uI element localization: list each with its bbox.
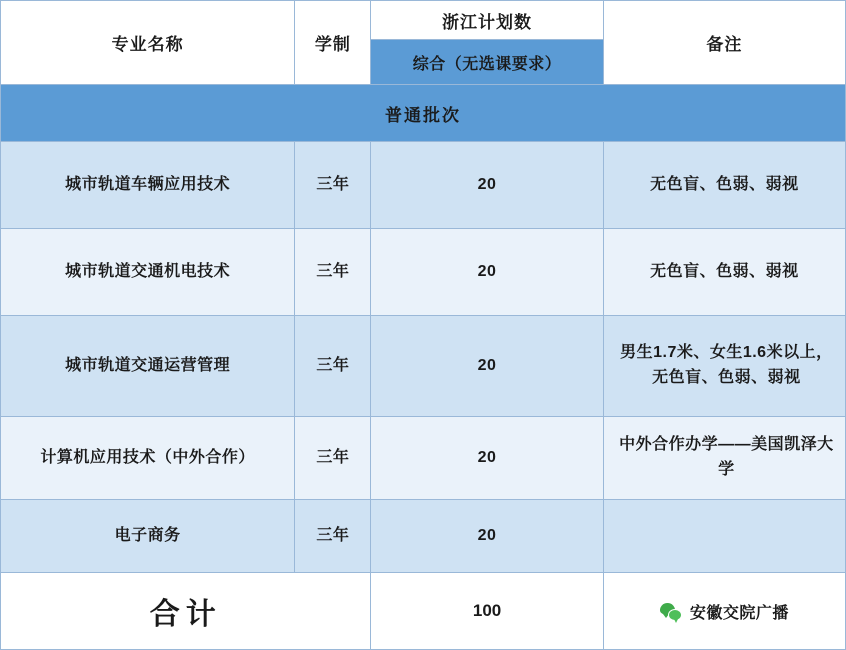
note-value: 无色盲、色弱、弱视 — [603, 142, 845, 229]
plan-count-value: 20 — [371, 229, 603, 316]
duration-value: 三年 — [295, 500, 371, 573]
wechat-account-name: 安徽交院广播 — [689, 604, 789, 622]
wechat-icon — [660, 602, 682, 621]
plan-count-value: 20 — [371, 500, 603, 573]
total-plan-count: 100 — [371, 573, 603, 650]
header-note: 备注 — [603, 1, 845, 85]
table-header-row — [1, 1, 846, 40]
duration-value: 三年 — [295, 142, 371, 229]
note-value: 中外合作办学——美国凯泽大学 — [603, 417, 845, 500]
duration-value: 三年 — [295, 417, 371, 500]
batch-label: 普通批次 — [1, 85, 846, 142]
note-value: 无色盲、色弱、弱视 — [603, 229, 845, 316]
table-row — [1, 417, 846, 500]
plan-count-value: 20 — [371, 417, 603, 500]
duration-value: 三年 — [295, 229, 371, 316]
table-row — [1, 500, 846, 573]
header-plan-count: 浙江计划数 — [371, 1, 603, 40]
header-plan-subject-group: 综合（无选课要求） — [371, 40, 603, 85]
major-name: 城市轨道交通机电技术 — [1, 229, 295, 316]
table-row — [1, 316, 846, 417]
plan-count-value: 20 — [371, 316, 603, 417]
table-row — [1, 229, 846, 316]
major-name: 城市轨道交通运营管理 — [1, 316, 295, 417]
table-row — [1, 142, 846, 229]
major-name: 计算机应用技术（中外合作） — [1, 417, 295, 500]
header-duration: 学制 — [295, 1, 371, 85]
major-name: 电子商务 — [1, 500, 295, 573]
batch-band-row — [1, 85, 846, 142]
note-value — [603, 500, 845, 573]
total-label: 合计 — [1, 573, 371, 650]
note-value: 男生1.7米、女生1.6米以上，无色盲、色弱、弱视 — [603, 316, 845, 417]
wechat-badge — [603, 573, 845, 650]
major-name: 城市轨道车辆应用技术 — [1, 142, 295, 229]
total-row — [1, 573, 846, 650]
header-major: 专业名称 — [1, 1, 295, 85]
duration-value: 三年 — [295, 316, 371, 417]
plan-count-value: 20 — [371, 142, 603, 229]
